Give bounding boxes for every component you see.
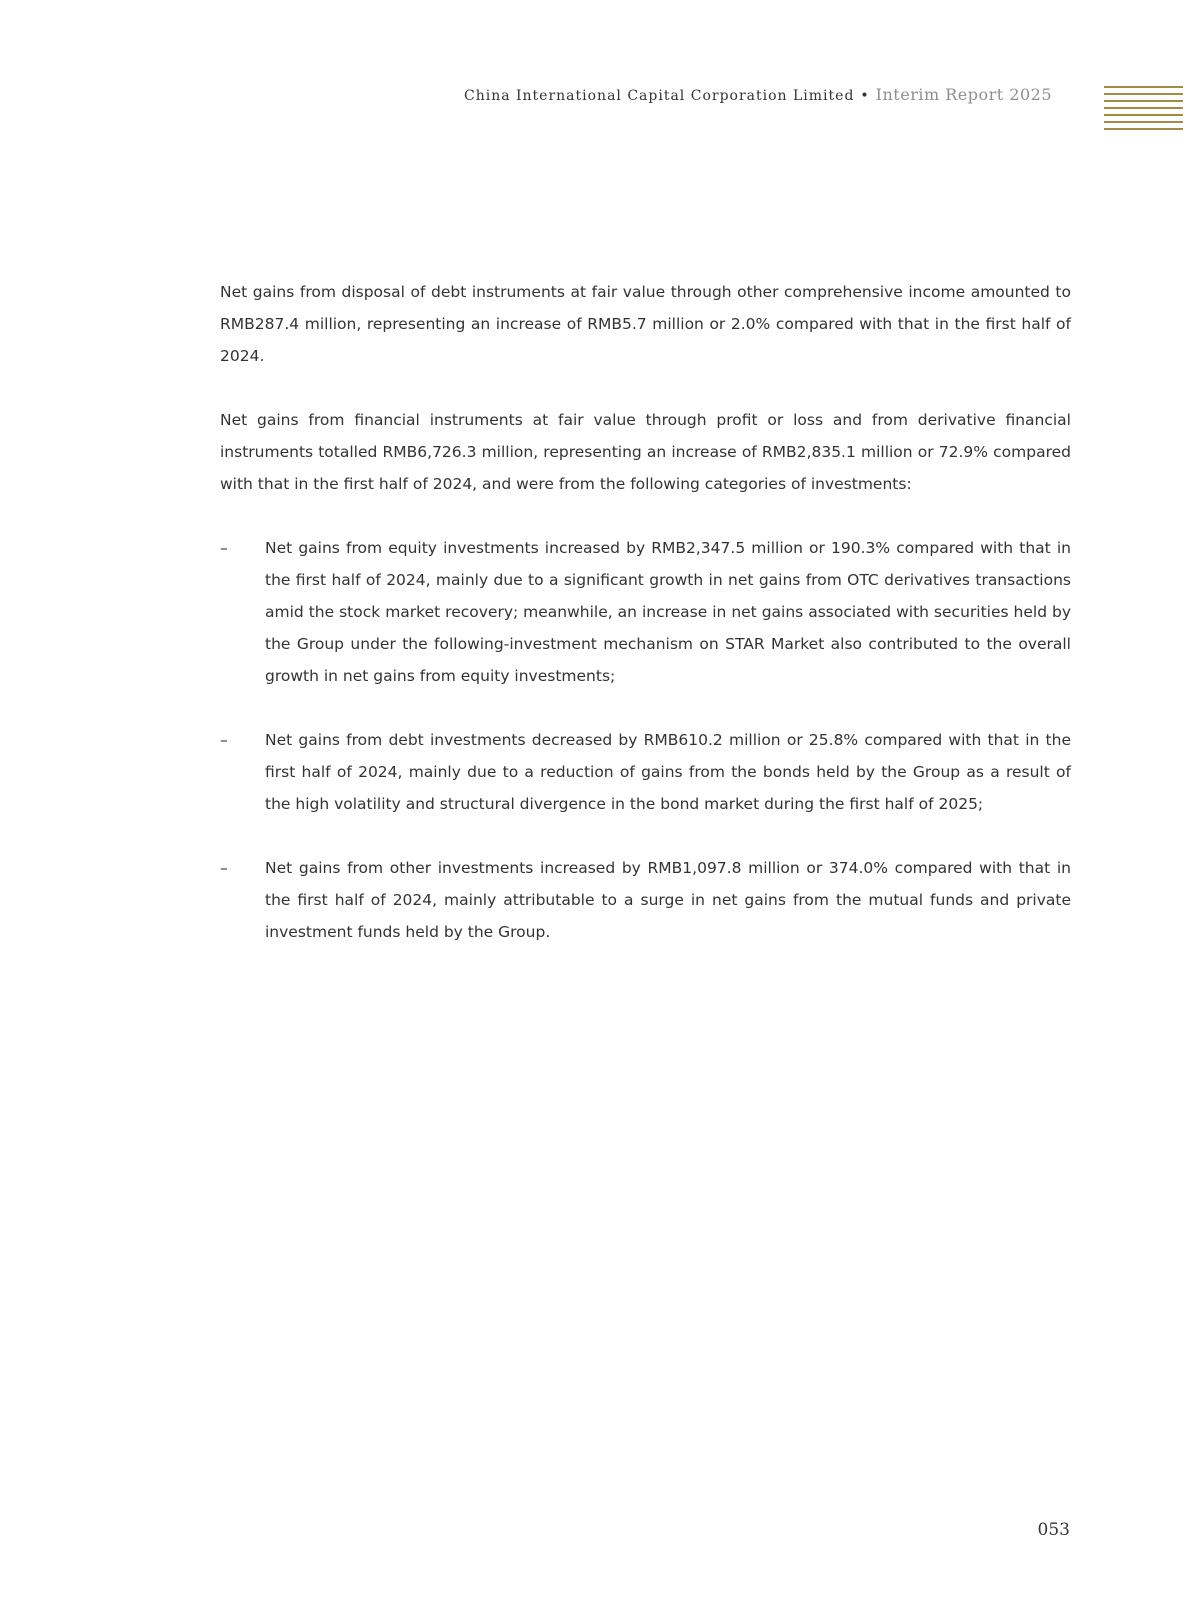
dash-bullet: – — [220, 731, 228, 749]
gold-line — [1104, 128, 1183, 130]
gold-line — [1104, 100, 1183, 102]
report-title: Interim Report 2025 — [875, 85, 1052, 104]
dash-bullet: – — [220, 859, 228, 877]
gold-line — [1104, 114, 1183, 116]
gold-line — [1104, 121, 1183, 123]
list-item-other — [220, 852, 1071, 948]
paragraph-fvtpl-gains: Net gains from financial instruments at fair value through profit or loss and from derivative financial instruments totalled RMB6,726.3 million, representing an increase of RMB2,835.1 million or 72.9% compared with that in the first half of 2024, and were from the following categories of investments: — [220, 411, 1071, 493]
running-header — [464, 85, 1052, 104]
paragraph-fvoci-gains: Net gains from disposal of debt instruments at fair value through other comprehensive income amounted to RMB287.4 million, representing an increase of RMB5.7 million or 2.0% compared with that in the first half of 2024. — [220, 283, 1071, 365]
body-text — [220, 276, 1071, 980]
company-name: China International Capital Corporation Limited — [463, 88, 855, 104]
list-item-text: Net gains from other investments increased by RMB1,097.8 million or 374.0% compared with that in the first half of 2024, mainly attributable to a surge in net gains from the mutual funds and private investment funds held by the Group. — [265, 859, 1071, 941]
dash-bullet: – — [220, 539, 228, 557]
header-separator: • — [860, 88, 870, 104]
list-item-text: Net gains from equity investments increased by RMB2,347.5 million or 190.3% compared with that in the first half of 2024, mainly due to a significant growth in net gains from OTC derivatives transactions amid the stock market recovery; meanwhile, an increase in net gains associated with securities held by the Group under the following-investment mechanism on STAR Market also contributed to the overall growth in net gains from equity investments; — [265, 539, 1071, 685]
page-number: 053 — [1037, 1520, 1070, 1540]
gold-line — [1104, 86, 1183, 88]
gold-line — [1104, 93, 1183, 95]
list-item-debt — [220, 724, 1071, 820]
decorative-gold-lines — [1104, 86, 1183, 135]
gold-line — [1104, 107, 1183, 109]
list-item-equity — [220, 532, 1071, 692]
list-item-text: Net gains from debt investments decreased by RMB610.2 million or 25.8% compared with that in the first half of 2024, mainly due to a reduction of gains from the bonds held by the Group as a result of the high volatility and structural divergence in the bond market during the first half of 2025; — [265, 731, 1071, 813]
